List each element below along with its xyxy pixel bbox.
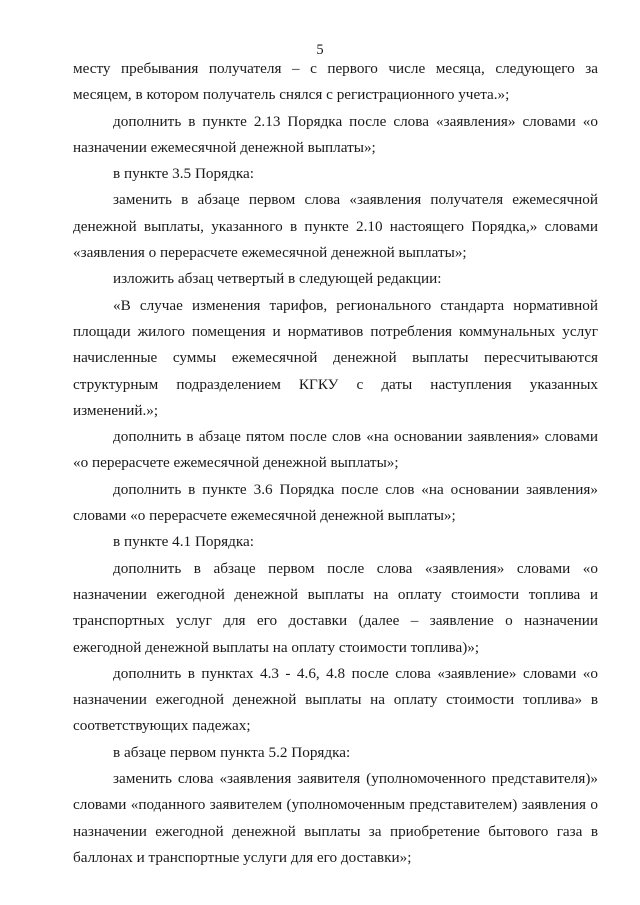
paragraph: изложить абзац четвертый в следующей редакции: [113,270,442,288]
paragraph: дополнить в абзаце пятом после слов «на основании заявления» словами «о перерасчете ежемесячной денежной выплаты»; [73,428,598,472]
paragraph: дополнить в пункте 3.6 Порядка после слов «на основании заявления» словами «о перерасчете ежемесячной денежной выплаты»; [73,480,598,525]
page-number: 5 [316,42,324,58]
paragraph: заменить в абзаце первом слова «заявления получателя ежемесячной денежной выплаты, указанного в пункте 2.10 настоящего Порядка,» словами «заявления о перерасчете ежемесячной денежной выплаты»; [73,191,598,262]
paragraph: дополнить в пункте 2.13 Порядка после слова «заявления» словами «о назначении ежемесячной денежной выплаты»; [73,112,598,156]
paragraph: в абзаце первом пункта 5.2 Порядка: [113,743,351,761]
document-body [73,56,598,871]
paragraph: в пункте 4.1 Порядка: [113,533,254,551]
paragraph: дополнить в абзаце первом после слова «заявления» словами «о назначении ежегодной денежной выплаты на оплату стоимости топлива и транспортных услуг для его доставки (далее – заявление о назначении ежегодной денежной выплаты на оплату стоимости топлива)»; [73,559,598,656]
paragraph: заменить слова «заявления заявителя (уполномоченного представителя)» словами «поданного заявителем (уполномоченным представителем) заявления о назначении ежегодной денежной выплаты за приобретение бытового газа в баллонах и транспортные услуги для его доставки»; [73,770,598,866]
paragraph: дополнить в пунктах 4.3 - 4.6, 4.8 после слова «заявление» словами «о назначении ежегодной денежной выплаты на оплату стоимости топлива» в соответствующих падежах; [73,664,598,735]
paragraph-continuation: месту пребывания получателя – с первого числе месяца, следующего за месяцем, в котором получатель снялся с регистрационного учета.»; [73,60,598,104]
paragraph: «В случае изменения тарифов, регионального стандарта нормативной площади жилого помещения и нормативов потребления коммунальных услуг начисленные суммы ежемесячной денежной выплаты пересчитываются структурным подразделением КГКУ с даты наступления указанных изменений.»; [73,296,598,419]
paragraph: в пункте 3.5 Порядка: [113,165,254,183]
